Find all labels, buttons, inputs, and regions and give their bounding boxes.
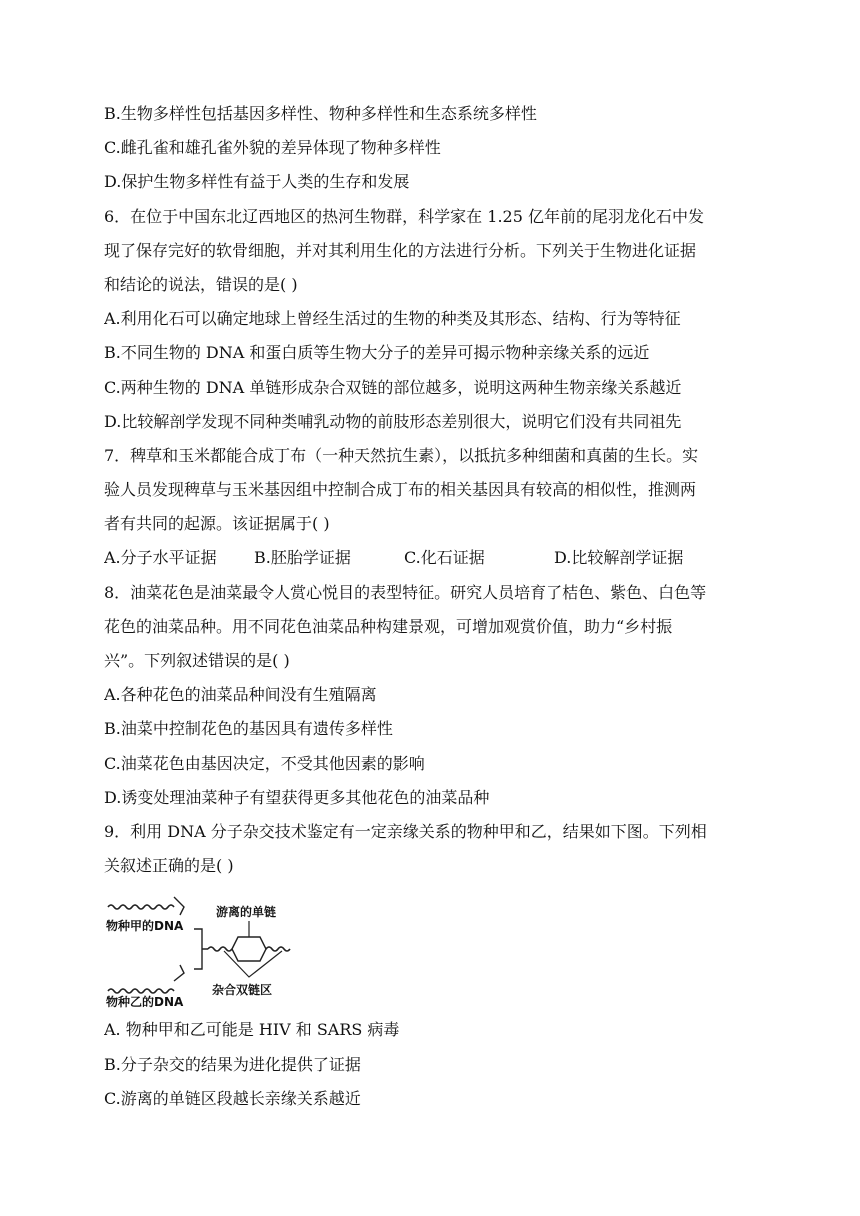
species-a-strand xyxy=(108,905,174,909)
q9-option-b: B.分子杂交的结果为进化提供了证据 xyxy=(104,1054,361,1074)
q6-option-a: A.利用化石可以确定地球上曾经生活过的生物的种类及其形态、结构、行为等特征 xyxy=(104,309,681,329)
q7-option-d: D.比较解剖学证据 xyxy=(554,548,684,568)
q6-option-c: C.两种生物的 DNA 单链形成杂合双链的部位越多，说明这两种生物亲缘关系越近 xyxy=(104,377,682,397)
q6-stem-line-3: 和结论的说法，错误的是( ) xyxy=(104,274,298,294)
label-species-b-dna: 物种乙的DNA xyxy=(106,995,184,1010)
q9-option-a: A. 物种甲和乙可能是 HIV 和 SARS 病毒 xyxy=(104,1020,400,1040)
question-content xyxy=(104,97,764,1116)
label-hybrid-region: 杂合双链区 xyxy=(212,983,273,998)
hybrid-strand-left xyxy=(208,947,232,951)
q8-stem-line-2: 花色的油菜品种。用不同花色油菜品种构建景观，可增加观赏价值，助力“乡村振 xyxy=(104,616,673,636)
bracket xyxy=(194,929,208,969)
q6-option-b: B.不同生物的 DNA 和蛋白质等生物大分子的差异可揭示物种亲缘关系的远近 xyxy=(104,343,650,363)
label-single-strand: 游离的单链 xyxy=(216,905,277,920)
q7-option-b: B.胚胎学证据 xyxy=(254,548,351,568)
q6-option-d: D.比较解剖学发现不同种类哺乳动物的前肢形态差别很大，说明它们没有共同祖先 xyxy=(104,411,682,431)
q8-stem-line-1: 8．油菜花色是油菜最令人赏心悦目的表型特征。研究人员培育了桔色、紫色、白色等 xyxy=(104,582,707,602)
q7-option-c: C.化石证据 xyxy=(404,548,485,568)
q8-stem-line-3: 兴”。下列叙述错误的是( ) xyxy=(104,651,290,670)
q7-stem-line-2: 验人员发现稗草与玉米基因组中控制合成丁布的相关基因具有较高的相似性，推测两 xyxy=(104,480,697,500)
q8-option-a: A.各种花色的油菜品种间没有生殖隔离 xyxy=(104,685,377,705)
q5-option-d: D.保护生物多样性有益于人类的生存和发展 xyxy=(104,172,410,192)
q7-stem-line-1: 7．稗草和玉米都能合成丁布（一种天然抗生素），以抵抗多种细菌和真菌的生长。实 xyxy=(104,445,699,465)
dna-hybridization-figure xyxy=(104,889,304,1009)
q5-option-b: B.生物多样性包括基因多样性、物种多样性和生态系统多样性 xyxy=(104,104,537,123)
label-species-a-dna: 物种甲的DNA xyxy=(106,919,184,934)
q7-options-row xyxy=(104,541,764,575)
q7-option-a: A.分子水平证据 xyxy=(104,548,217,568)
q6-stem-line-1: 6．在位于中国东北辽西地区的热河生物群，科学家在 1.25 亿年前的尾羽龙化石中发 xyxy=(104,206,704,226)
q9-stem-line-2: 关叙述正确的是( ) xyxy=(104,856,234,876)
q8-option-c: C.油菜花色由基因决定，不受其他因素的影响 xyxy=(104,753,425,773)
q5-option-c: C.雌孔雀和雄孔雀外貌的差异体现了物种多样性 xyxy=(104,138,441,158)
q9-stem-line-1: 9．利用 DNA 分子杂交技术鉴定有一定亲缘关系的物种甲和乙，结果如下图。下列相 xyxy=(104,821,707,841)
hybrid-strand-right xyxy=(266,947,290,951)
q8-option-d: D.诱变处理油菜种子有望获得更多其他花色的油菜品种 xyxy=(104,787,490,807)
q7-stem-line-3: 者有共同的起源。该证据属于( ) xyxy=(104,514,330,534)
single-strand-loop xyxy=(232,937,266,961)
q8-option-b: B.油菜中控制花色的基因具有遗传多样性 xyxy=(104,719,393,739)
q9-option-c: C.游离的单链区段越长亲缘关系越近 xyxy=(104,1088,361,1108)
q6-stem-line-2: 现了保存完好的软骨细胞，并对其利用生化的方法进行分析。下列关于生物进化证据 xyxy=(104,240,697,260)
